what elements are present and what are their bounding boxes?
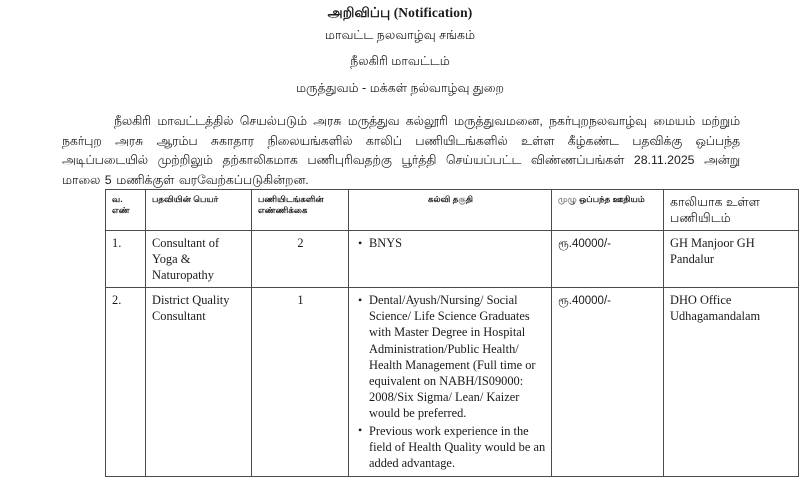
qualification-item: • Previous work experience in the field of Health Quality would be an added advantage. — [369, 423, 546, 472]
cell-pay — [552, 288, 664, 477]
qualification-list — [355, 292, 546, 471]
pay-amount: ரூ.40000/- — [558, 295, 611, 307]
organization-name: மாவட்ட நலவாழ்வு சங்கம் — [324, 28, 476, 42]
cell-qualification — [349, 288, 552, 477]
table-header-row — [106, 190, 799, 231]
header-place: காலியாக உள்ள பணியிடம் — [664, 190, 799, 231]
cell-post-count: 1 — [252, 288, 349, 477]
cell-sno: 1. — [106, 231, 146, 288]
notification-paragraph: நீலகிரி மாவட்டத்தில் செயல்படும் அரசு மருத்துவ கல்லூரி மருத்துவமனை, நகர்புறநலவாழ்வு மையம் மற்றும் நகர்புற அரசு ஆரம்ப சுகாதார நிலையங்களில் காலிப் பணியிடங்களில் உள்ள கீழ்கண்ட பதவிக்கு ஒப்பந்த அடிப்படையில் முற்றிலும் தற்காலிகமாக பணிபுரிவதற்கு பூர்த்தி செய்யப்பட்ட விண்ணப்பங்கள் 28.11.2025 அன்று மாலை 5 மணிக்குள் வரவேற்கப்படுகின்றன. — [62, 114, 740, 187]
cell-place: DHO Office Udhagamandalam — [664, 288, 799, 477]
document-title: அறிவிப்பு (Notification) — [327, 5, 473, 20]
cell-sno: 2. — [106, 288, 146, 477]
vacancy-table-header — [106, 190, 799, 231]
header-pay: முழு ஒப்பந்த ஊதியம் — [552, 190, 664, 231]
qualification-list — [355, 235, 546, 251]
header-post-name: பதவியின் பெயர் — [146, 190, 252, 231]
qualification-item: • Dental/Ayush/Nursing/ Social Science/ Life Science Graduates with Master Degree in Hospital Administration/Public Health/ Health Management (Full time or equivalent on NABH/IS09000: 2008/Six Sigma/ Lean/ Kaizer would be preferred. — [369, 292, 546, 422]
district-name: நீலகிரி மாவட்டம் — [350, 54, 450, 68]
document-heading — [0, 0, 800, 102]
cell-place: GH Manjoor GH Pandalur — [664, 231, 799, 288]
cell-post-count: 2 — [252, 231, 349, 288]
vacancy-table-wrapper — [105, 189, 761, 477]
pay-amount: ரூ.40000/- — [558, 238, 611, 250]
cell-post-name: Consultant of Yoga & Naturopathy — [146, 231, 252, 288]
qualification-item: • BNYS — [369, 235, 546, 251]
table-row — [106, 231, 799, 288]
table-row — [106, 288, 799, 477]
department-name: மருத்துவம் - மக்கள் நல்வாழ்வு துறை — [295, 81, 505, 95]
cell-pay — [552, 231, 664, 288]
header-post-count: பணியிடங்களின் எண்ணிக்கை — [252, 190, 349, 231]
header-sno: வ. எண் — [106, 190, 146, 231]
header-qualification: கல்வி தகுதி — [349, 190, 552, 231]
cell-qualification — [349, 231, 552, 288]
cell-post-name: District Quality Consultant — [146, 288, 252, 477]
vacancy-table — [105, 189, 799, 477]
